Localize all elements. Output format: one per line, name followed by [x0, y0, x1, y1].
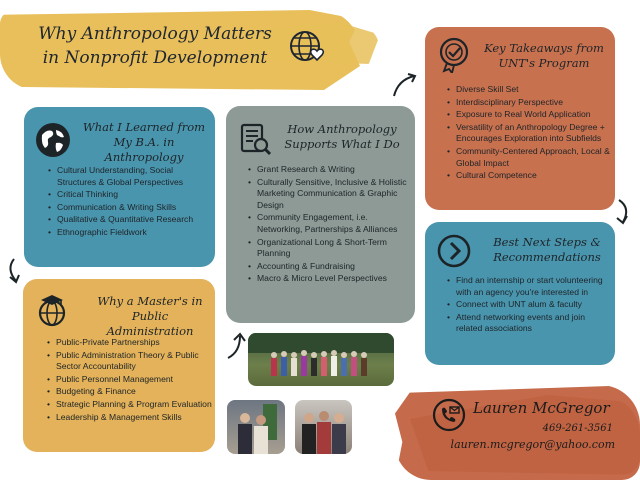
list-item: • Grant Research & Writing [248, 164, 413, 176]
group-photo [248, 333, 394, 386]
list-item: • Accounting & Fundraising [248, 261, 413, 273]
list-item: • Find an internship or start volunteering with an agency you're interested in [447, 275, 613, 298]
page-title-line1: Why Anthropology Matters [38, 24, 272, 44]
card-ba-learned [24, 107, 215, 267]
list-item: • Leadership & Management Skills [47, 412, 213, 424]
arrow-to-key-icon [390, 70, 420, 100]
card-steps-heading: Best Next Steps & Recommendations [493, 235, 601, 264]
list-item: • Connect with UNT alum & faculty [447, 299, 613, 311]
graduate-globe-icon [33, 291, 71, 329]
card-how-anthropology-supports [226, 106, 415, 323]
card-next-steps [425, 222, 615, 365]
card-ba-list [48, 165, 213, 240]
document-search-icon [236, 120, 274, 158]
list-item: • Exposure to Real World Application [447, 109, 613, 121]
list-item: • Public Personnel Management [47, 374, 213, 386]
card-ba-heading: What I Learned from My B.A. in Anthropology [82, 120, 206, 164]
card-how-list [248, 164, 413, 286]
list-item: • Diverse Skill Set [447, 84, 613, 96]
globe-heart-icon [288, 28, 328, 68]
list-item: • Macro & Micro Level Perspectives [248, 273, 413, 285]
card-key-takeaways [425, 27, 615, 210]
contact-name: Lauren McGregor [473, 399, 610, 417]
list-item: • Culturally Sensitive, Inclusive & Holistic Marketing Communication & Graphic Design [248, 177, 413, 212]
photo-three-people [295, 400, 352, 454]
list-item: • Communication & Writing Skills [48, 202, 213, 214]
page-title [20, 22, 290, 70]
list-item: • Community-Centered Approach, Local & Global Impact [447, 146, 613, 169]
list-item: • Critical Thinking [48, 189, 213, 201]
globe-icon [34, 121, 72, 159]
arrow-circle-icon [435, 232, 473, 270]
photo-three-people-figures [295, 400, 352, 454]
card-key-list [447, 84, 613, 183]
card-why-masters [23, 279, 215, 452]
card-steps-list [447, 275, 613, 336]
list-item: • Organizational Long & Short-Term Planning [248, 237, 413, 260]
list-item: • Strategic Planning & Program Evaluation [47, 399, 213, 411]
arrow-to-steps-icon [611, 198, 640, 228]
list-item: • Budgeting & Finance [47, 386, 213, 398]
group-photo-figures [248, 333, 394, 386]
list-item: • Versatility of an Anthropology Degree + Encourages Exploration into Subfields [447, 122, 613, 145]
list-item: • Cultural Understanding, Social Structures & Global Perspectives [48, 165, 213, 188]
card-masters-list [47, 337, 213, 424]
page-title-line2: in Nonprofit Development [42, 48, 268, 68]
list-item: • Ethnographic Fieldwork [48, 227, 213, 239]
contact-email: lauren.mcgregor@yahoo.com [450, 438, 615, 451]
card-how-heading: How Anthropology Supports What I Do [284, 122, 400, 151]
photo-two-women [227, 400, 285, 454]
list-item: • Qualitative & Quantitative Research [48, 214, 213, 226]
list-item: • Cultural Competence [447, 170, 613, 182]
list-item: • Interdisciplinary Perspective [447, 97, 613, 109]
card-masters-heading: Why a Master's in Public Administration [97, 294, 203, 338]
contact-phone: 469-261-3561 [542, 423, 613, 434]
list-item: • Public Administration Theory & Public Sector Accountability [47, 350, 213, 373]
phone-mail-icon [432, 398, 466, 432]
card-key-heading: Key Takeaways from UNT's Program [484, 41, 604, 70]
badge-check-icon [435, 35, 473, 73]
photo-two-women-figures [227, 400, 285, 454]
list-item: • Community Engagement, i.e. Networking, Partnerships & Alliances [248, 212, 413, 235]
list-item: • Attend networking events and join related associations [447, 312, 613, 335]
list-item: • Public-Private Partnerships [47, 337, 213, 349]
arrow-to-masters-icon [2, 257, 32, 287]
